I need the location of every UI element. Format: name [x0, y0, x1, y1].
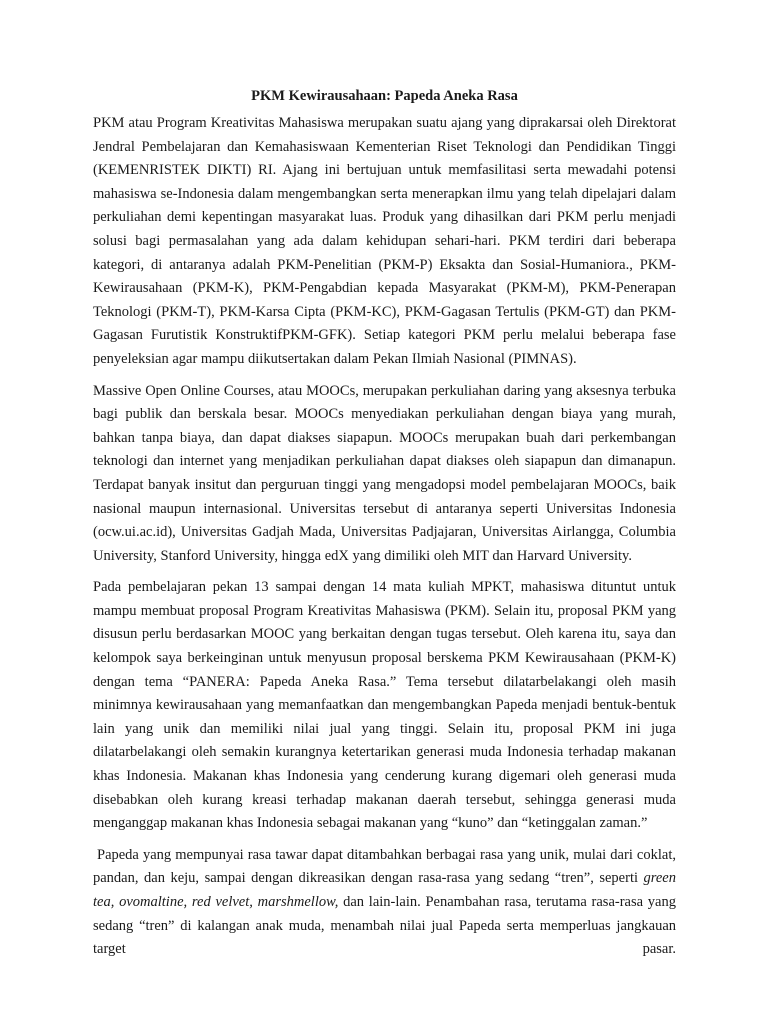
- paragraph-proposal: Pada pembelajaran pekan 13 sampai dengan 14 mata kuliah MPKT, mahasiswa dituntut untuk mampu membuat proposal Program Kreativitas Mahasiswa (PKM). Selain itu, proposal PKM yang disusun perlu berdasarkan MOOC yang berkaitan dengan tugas tersebut. Oleh karena itu, saya dan kelompok saya berkeinginan untuk menyusun proposal berskema PKM Kewirausahaan (PKM-K) dengan tema “PANERA: Papeda Aneka Rasa.” Tema tersebut dilatarbelakangi oleh masih minimnya kewirausahaan yang memanfaatkan dan mengembangkan Papeda menjadi bentuk-bentuk lain yang unik dan memiliki nilai jual yang tinggi. Selain itu, proposal PKM ini juga dilatarbelakangi oleh semakin kurangnya ketertarikan generasi muda Indonesia terhadap makanan khas Indonesia. Makanan khas Indonesia yang cenderung kurang digemari oleh generasi muda disebabkan oleh kurang kreasi terhadap makanan daerah tersebut, sehingga generasi muda menganggap makanan khas Indonesia sebagai makanan yang “kuno” dan “ketinggalan zaman.”: [93, 579, 676, 832]
- document-title: PKM Kewirausahaan: Papeda Aneka Rasa: [251, 88, 518, 104]
- paragraph-flavors-italic-list: green tea, ovomaltine, red velvet, marshmellow,: [93, 870, 676, 910]
- paragraph-pkm-intro: PKM atau Program Kreativitas Mahasiswa merupakan suatu ajang yang diprakarsai oleh Direktorat Jendral Pembelajaran dan Kemahasiswaan Kementerian Riset Teknologi dan Pendidikan Tinggi (KEMENRISTEK DIKTI) RI. Ajang ini bertujuan untuk memfasilitasi serta mewadahi potensi mahasiswa se-Indonesia dalam mengembangkan serta menerapkan ilmu yang telah dipelajari dalam perkuliahan demi kepentingan masyarakat luas. Produk yang dihasilkan dari PKM perlu menjadi solusi bagi permasalahan yang ada dalam kehidupan sehari-hari. PKM terdiri dari beberapa kategori, di antaranya adalah PKM-Penelitian (PKM-P) Eksakta dan Sosial-Humaniora., PKM-Kewirausahaan (PKM-K), PKM-Pengabdian kepada Masyarakat (PKM-M), PKM-Penerapan Teknologi (PKM-T), PKM-Karsa Cipta (PKM-KC), PKM-Gagasan Tertulis (PKM-GT) dan PKM-Gagasan Furutistik KonstruktifPKM-GFK). Setiap kategori PKM perlu melalui beberapa fase penyeleksian agar mampu diikutsertakan dalam Pekan Ilmiah Nasional (PIMNAS).: [93, 115, 676, 367]
- paragraph-flavors: [93, 844, 676, 962]
- paragraph-flavors-text-2: dan lain-lain. Penambahan rasa, terutama rasa-rasa yang sedang “tren” di kalangan anak muda, menambah nilai jual Papeda serta memperluas jangkauan target pasar.: [93, 894, 676, 958]
- paragraph-flavors-text-1: Papeda yang mempunyai rasa tawar dapat ditambahkan berbagai rasa yang unik, mulai dari coklat, pandan, dan keju, sampai dengan dikreasikan dengan rasa-rasa yang sedang “tren”, seperti: [93, 846, 676, 887]
- paragraph-moocs: Massive Open Online Courses, atau MOOCs, merupakan perkuliahan daring yang aksesnya terbuka bagi publik dan berskala besar. MOOCs menyediakan perkuliahan dengan biaya yang murah, bahkan tanpa biaya, dan dapat diakses siapapun. MOOCs merupakan buah dari perkembangan teknologi dan internet yang menjadikan perkuliahan dapat diakses oleh siapapun dan dimanapun. Terdapat banyak insitut dan perguruan tinggi yang mengadopsi model pembelajaran MOOCs, baik nasional maupun internasional. Universitas tersebut di antaranya seperti Universitas Indonesia (ocw.ui.ac.id), Universitas Gadjah Mada, Universitas Padjajaran, Universitas Airlangga, Columbia University, Stanford University, hingga edX yang dimiliki oleh MIT dan Harvard University.: [93, 382, 676, 564]
- document-page: [93, 86, 676, 970]
